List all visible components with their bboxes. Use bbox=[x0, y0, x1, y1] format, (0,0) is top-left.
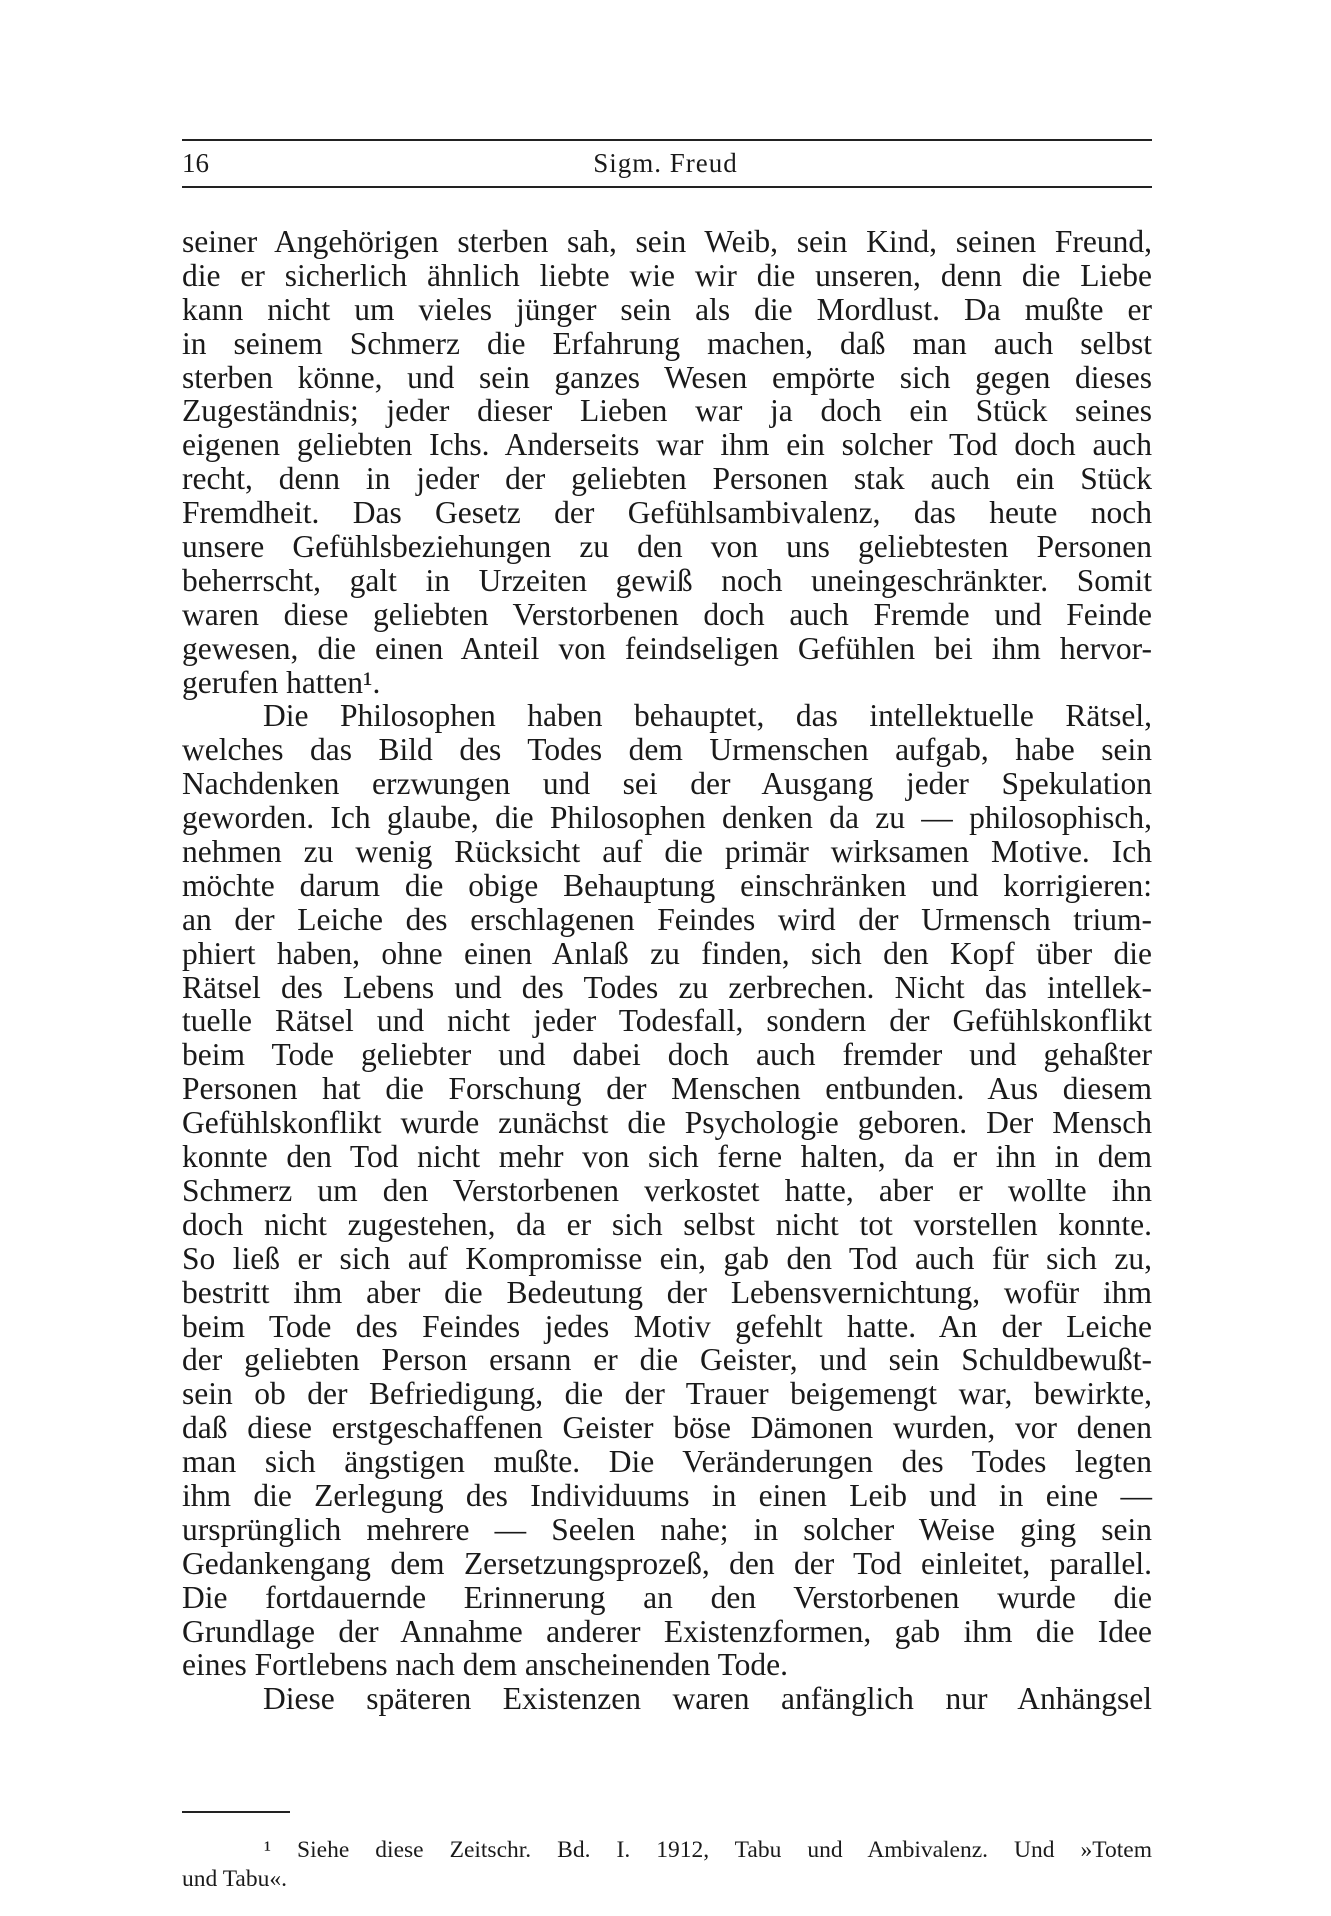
text-line: Schmerz um den Verstorbenen verkostet hatte, aber er wollte ihn bbox=[182, 1172, 1152, 1208]
text-line: Diese späteren Existenzen waren anfänglich nur Anhängsel bbox=[263, 1681, 1152, 1717]
text-line: eines Fortlebens nach dem anscheinenden Tode. bbox=[182, 1647, 789, 1683]
running-head: Sigm. Freud bbox=[593, 148, 738, 178]
text-line: nehmen zu wenig Rücksicht auf die primär wirksamen Motive. Ich bbox=[182, 834, 1152, 870]
text-line: welches das Bild des Todes dem Urmenschen aufgab, habe sein bbox=[182, 732, 1152, 768]
text-line: ursprünglich mehrere — Seelen nahe; in solcher Weise ging sein bbox=[182, 1511, 1152, 1547]
text-line: konnte den Tod nicht mehr von sich ferne halten, da er ihn in dem bbox=[182, 1139, 1152, 1175]
text-line: beim Tode geliebter und dabei doch auch fremder und gehaßter bbox=[182, 1037, 1152, 1073]
text-line: Gedankengang dem Zersetzungsprozeß, den der Tod einleitet, parallel. bbox=[182, 1545, 1152, 1581]
text-line: seiner Angehörigen sterben sah, sein Weib, sein Kind, seinen Freund, bbox=[182, 224, 1152, 259]
text-line: ihm die Zerlegung des Individuums in einen Leib und in eine — bbox=[182, 1477, 1152, 1513]
text-line: unsere Gefühlsbeziehungen zu den von uns geliebtesten Personen bbox=[182, 529, 1152, 565]
header-rule-top bbox=[182, 139, 1152, 141]
text-line: beherrscht, galt in Urzeiten gewiß noch uneingeschränkter. Somit bbox=[182, 562, 1152, 598]
footnotes bbox=[182, 1836, 1152, 1894]
text-line: man sich ängstigen mußte. Die Veränderungen des Todes legten bbox=[182, 1444, 1152, 1480]
text-line: Die Philosophen haben behauptet, das intellektuelle Rätsel, bbox=[263, 698, 1152, 734]
text-line: So ließ er sich auf Kompromisse ein, gab den Tod auch für sich zu, bbox=[182, 1240, 1152, 1276]
text-line: Rätsel des Lebens und des Todes zu zerbrechen. Nicht das intellek- bbox=[182, 969, 1152, 1005]
text-line: möchte darum die obige Behauptung einschränken und korrigieren: bbox=[182, 867, 1152, 903]
text-line: Zugeständnis; jeder dieser Lieben war ja doch ein Stück seines bbox=[182, 393, 1152, 429]
text-line: an der Leiche des erschlagenen Feindes wird der Urmensch trium- bbox=[182, 901, 1152, 937]
text-line: in seinem Schmerz die Erfahrung machen, daß man auch selbst bbox=[182, 325, 1152, 361]
text-line: Gefühlskonflikt wurde zunächst die Psychologie geboren. Der Mensch bbox=[182, 1105, 1152, 1141]
header-rule-bottom bbox=[182, 186, 1152, 188]
footnote-line: und Tabu«. bbox=[182, 1866, 287, 1892]
text-line: beim Tode des Feindes jedes Motiv gefehlt hatte. An der Leiche bbox=[182, 1308, 1152, 1344]
text-line: daß diese erstgeschaffenen Geister böse Dämonen wurden, vor denen bbox=[182, 1410, 1152, 1446]
text-line: geworden. Ich glaube, die Philosophen denken da zu — philosophisch, bbox=[182, 800, 1152, 836]
text-line: sein ob der Befriedigung, die der Trauer beigemengt war, bewirkte, bbox=[182, 1376, 1152, 1412]
text-line: doch nicht zugestehen, da er sich selbst nicht tot vorstellen konnte. bbox=[182, 1206, 1152, 1242]
text-line: Personen hat die Forschung der Menschen entbunden. Aus diesem bbox=[182, 1071, 1152, 1107]
text-line: die er sicherlich ähnlich liebte wie wir die unseren, denn die Liebe bbox=[182, 257, 1152, 293]
text-line: phiert haben, ohne einen Anlaß zu finden, sich den Kopf über die bbox=[182, 935, 1152, 971]
body-text bbox=[182, 225, 1152, 1716]
footnote-line: ¹ Siehe diese Zeitschr. Bd. I. 1912, Tabu und Ambivalenz. Und »Totem bbox=[264, 1837, 1152, 1863]
page-number: 16 bbox=[182, 148, 209, 178]
text-line: der geliebten Person ersann er die Geister, und sein Schuldbewußt- bbox=[182, 1342, 1152, 1378]
text-line: gewesen, die einen Anteil von feindseligen Gefühlen bei ihm hervor- bbox=[182, 630, 1152, 666]
text-line: gerufen hatten¹. bbox=[182, 664, 381, 700]
text-line: recht, denn in jeder der geliebten Personen stak auch ein Stück bbox=[182, 461, 1152, 497]
text-line: bestritt ihm aber die Bedeutung der Lebensvernichtung, wofür ihm bbox=[182, 1274, 1152, 1310]
text-line: sterben könne, und sein ganzes Wesen empörte sich gegen dieses bbox=[182, 359, 1152, 395]
text-line: Fremdheit. Das Gesetz der Gefühlsambivalenz, das heute noch bbox=[182, 495, 1152, 531]
text-line: waren diese geliebten Verstorbenen doch auch Fremde und Feinde bbox=[182, 596, 1152, 632]
text-line: kann nicht um vieles jünger sein als die Mordlust. Da mußte er bbox=[182, 291, 1152, 327]
text-line: Grundlage der Annahme anderer Existenzformen, gab ihm die Idee bbox=[182, 1613, 1152, 1649]
text-line: Nachdenken erzwungen und sei der Ausgang jeder Spekulation bbox=[182, 766, 1152, 802]
text-line: Die fortdauernde Erinnerung an den Verstorbenen wurde die bbox=[182, 1579, 1152, 1615]
text-line: tuelle Rätsel und nicht jeder Todesfall, sondern der Gefühlskonflikt bbox=[182, 1003, 1152, 1039]
footnote-rule bbox=[182, 1811, 290, 1813]
text-line: eigenen geliebten Ichs. Anderseits war ihm ein solcher Tod doch auch bbox=[182, 427, 1152, 463]
